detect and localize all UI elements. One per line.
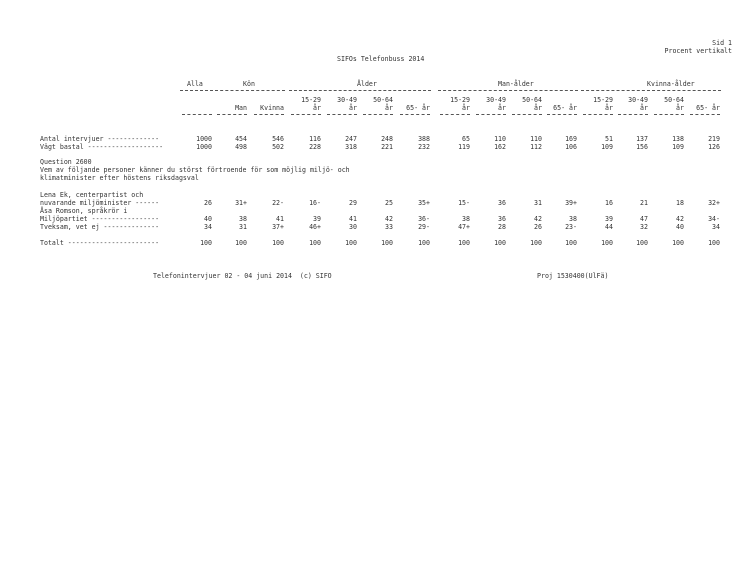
row-label: Miljöpartiet ----------------- (40, 215, 160, 223)
table-cell: 51 (605, 135, 613, 143)
table-cell: 36 (498, 215, 506, 223)
table-cell: 112 (530, 143, 542, 151)
table-cell: 36 (498, 199, 506, 207)
page-number: Sid 1 (712, 39, 732, 47)
table-cell: 100 (200, 239, 212, 247)
question-text: Vem av följande personer känner du störst förtroende för som möjlig miljö- och (40, 166, 350, 174)
group-underline (215, 90, 285, 91)
table-cell: 34 (712, 223, 720, 231)
row-label: Lena Ek, centerpartist och (40, 191, 144, 199)
table-cell: 232 (418, 143, 430, 151)
table-cell: 29- (418, 223, 430, 231)
table-cell: 39+ (565, 199, 577, 207)
table-cell: 47+ (458, 223, 470, 231)
column-header-line2: år (498, 104, 506, 112)
percent-label: Procent vertikalt (664, 47, 732, 55)
column-header-line1: 50-64 (522, 96, 542, 104)
column-rule (547, 114, 577, 115)
table-cell: 32 (640, 223, 648, 231)
column-rule (690, 114, 720, 115)
table-cell: 22- (272, 199, 284, 207)
table-cell: 25 (385, 199, 393, 207)
table-cell: 100 (458, 239, 470, 247)
table-cell: 100 (672, 239, 684, 247)
group-underline (438, 90, 578, 91)
table-cell: 100 (530, 239, 542, 247)
footer-left: Telefonintervjuer 02 - 04 juni 2014 (c) SIFO (153, 272, 332, 280)
table-cell: 106 (565, 143, 577, 151)
table-cell: 31 (239, 223, 247, 231)
table-cell: 16- (309, 199, 321, 207)
table-cell: 44 (605, 223, 613, 231)
column-header-line1: 30-49 (337, 96, 357, 104)
table-cell: 42 (676, 215, 684, 223)
table-cell: 546 (272, 135, 284, 143)
table-cell: 498 (235, 143, 247, 151)
group-header: Kvinna-ålder (647, 80, 695, 88)
table-cell: 100 (345, 239, 357, 247)
table-cell: 100 (494, 239, 506, 247)
column-header-line2: 65- år (696, 104, 720, 112)
table-cell: 100 (381, 239, 393, 247)
table-cell: 18 (676, 199, 684, 207)
table-cell: 28 (498, 223, 506, 231)
table-cell: 21 (640, 199, 648, 207)
table-cell: 34- (708, 215, 720, 223)
column-rule (400, 114, 430, 115)
table-cell: 26 (204, 199, 212, 207)
column-header-line2: år (349, 104, 357, 112)
column-rule (618, 114, 648, 115)
column-rule (363, 114, 393, 115)
table-cell: 100 (309, 239, 321, 247)
group-underline (581, 90, 721, 91)
row-label: Antal intervjuer ------------- (40, 135, 160, 143)
table-cell: 137 (636, 135, 648, 143)
table-cell: 110 (530, 135, 542, 143)
report-title: SIFOs Telefonbuss 2014 (337, 55, 425, 63)
table-cell: 32+ (708, 199, 720, 207)
column-header-line1: 15-29 (301, 96, 321, 104)
table-cell: 16 (605, 199, 613, 207)
table-cell: 318 (345, 143, 357, 151)
group-header: Kön (243, 80, 255, 88)
table-cell: 119 (458, 143, 470, 151)
table-cell: 1000 (196, 143, 212, 151)
column-rule (654, 114, 684, 115)
column-rule (182, 114, 212, 115)
column-rule (583, 114, 613, 115)
table-cell: 110 (494, 135, 506, 143)
column-header-line2: Man (235, 104, 247, 112)
table-cell: 248 (381, 135, 393, 143)
table-cell: 23- (565, 223, 577, 231)
row-label: Vägt bastal ------------------- (40, 143, 164, 151)
table-cell: 41 (276, 215, 284, 223)
table-cell: 109 (672, 143, 684, 151)
group-header: Man-ålder (498, 80, 534, 88)
column-header-line1: 50-64 (373, 96, 393, 104)
group-underline (180, 90, 213, 91)
group-header: Ålder (357, 80, 377, 88)
table-cell: 26 (534, 223, 542, 231)
column-header-line2: Kvinna (260, 104, 284, 112)
table-cell: 156 (636, 143, 648, 151)
table-cell: 42 (534, 215, 542, 223)
column-rule (254, 114, 284, 115)
column-header-line2: 65- år (406, 104, 430, 112)
table-cell: 41 (349, 215, 357, 223)
table-cell: 109 (601, 143, 613, 151)
table-cell: 138 (672, 135, 684, 143)
table-cell: 100 (565, 239, 577, 247)
column-header-line2: år (676, 104, 684, 112)
table-cell: 31+ (235, 199, 247, 207)
table-cell: 100 (601, 239, 613, 247)
table-cell: 228 (309, 143, 321, 151)
column-header-line2: år (462, 104, 470, 112)
table-cell: 46+ (309, 223, 321, 231)
column-header-line2: år (640, 104, 648, 112)
table-cell: 219 (708, 135, 720, 143)
table-cell: 33 (385, 223, 393, 231)
table-cell: 1000 (196, 135, 212, 143)
table-cell: 35+ (418, 199, 430, 207)
table-cell: 38 (462, 215, 470, 223)
table-cell: 37+ (272, 223, 284, 231)
column-header-line1: 15-29 (450, 96, 470, 104)
table-cell: 47 (640, 215, 648, 223)
column-header-line2: 65- år (553, 104, 577, 112)
column-header-line1: 50-64 (664, 96, 684, 104)
table-cell: 100 (272, 239, 284, 247)
question-text: klimatminister efter höstens riksdagsval (40, 174, 199, 182)
footer-right: Proj 1530400(UlFä) (537, 272, 609, 280)
table-cell: 42 (385, 215, 393, 223)
table-cell: 38 (239, 215, 247, 223)
table-cell: 15- (458, 199, 470, 207)
row-label: Åsa Romson, språkrör i (40, 207, 128, 215)
column-header-line2: år (313, 104, 321, 112)
column-rule (476, 114, 506, 115)
group-header: Alla (187, 80, 203, 88)
column-header-line1: 15-29 (593, 96, 613, 104)
row-label: Tveksam, vet ej -------------- (40, 223, 160, 231)
table-cell: 29 (349, 199, 357, 207)
column-rule (217, 114, 247, 115)
table-cell: 100 (418, 239, 430, 247)
table-cell: 40 (204, 215, 212, 223)
table-cell: 40 (676, 223, 684, 231)
column-header-line1: 30-49 (486, 96, 506, 104)
table-cell: 65 (462, 135, 470, 143)
table-cell: 34 (204, 223, 212, 231)
column-rule (512, 114, 542, 115)
row-label: Totalt ----------------------- (40, 239, 160, 247)
column-rule (327, 114, 357, 115)
table-cell: 39 (313, 215, 321, 223)
table-cell: 100 (235, 239, 247, 247)
table-cell: 31 (534, 199, 542, 207)
question-id: Question 2600 (40, 158, 92, 166)
table-cell: 162 (494, 143, 506, 151)
table-cell: 126 (708, 143, 720, 151)
table-cell: 100 (708, 239, 720, 247)
group-underline (289, 90, 431, 91)
table-cell: 388 (418, 135, 430, 143)
table-cell: 39 (605, 215, 613, 223)
table-cell: 100 (636, 239, 648, 247)
column-header-line2: år (385, 104, 393, 112)
row-label: nuvarande miljöminister ------ (40, 199, 160, 207)
table-cell: 454 (235, 135, 247, 143)
table-cell: 221 (381, 143, 393, 151)
column-header-line2: år (605, 104, 613, 112)
column-header-line2: år (534, 104, 542, 112)
table-cell: 169 (565, 135, 577, 143)
table-cell: 502 (272, 143, 284, 151)
column-rule (440, 114, 470, 115)
table-cell: 116 (309, 135, 321, 143)
table-cell: 36- (418, 215, 430, 223)
column-header-line1: 30-49 (628, 96, 648, 104)
table-cell: 247 (345, 135, 357, 143)
table-cell: 30 (349, 223, 357, 231)
table-cell: 38 (569, 215, 577, 223)
column-rule (291, 114, 321, 115)
